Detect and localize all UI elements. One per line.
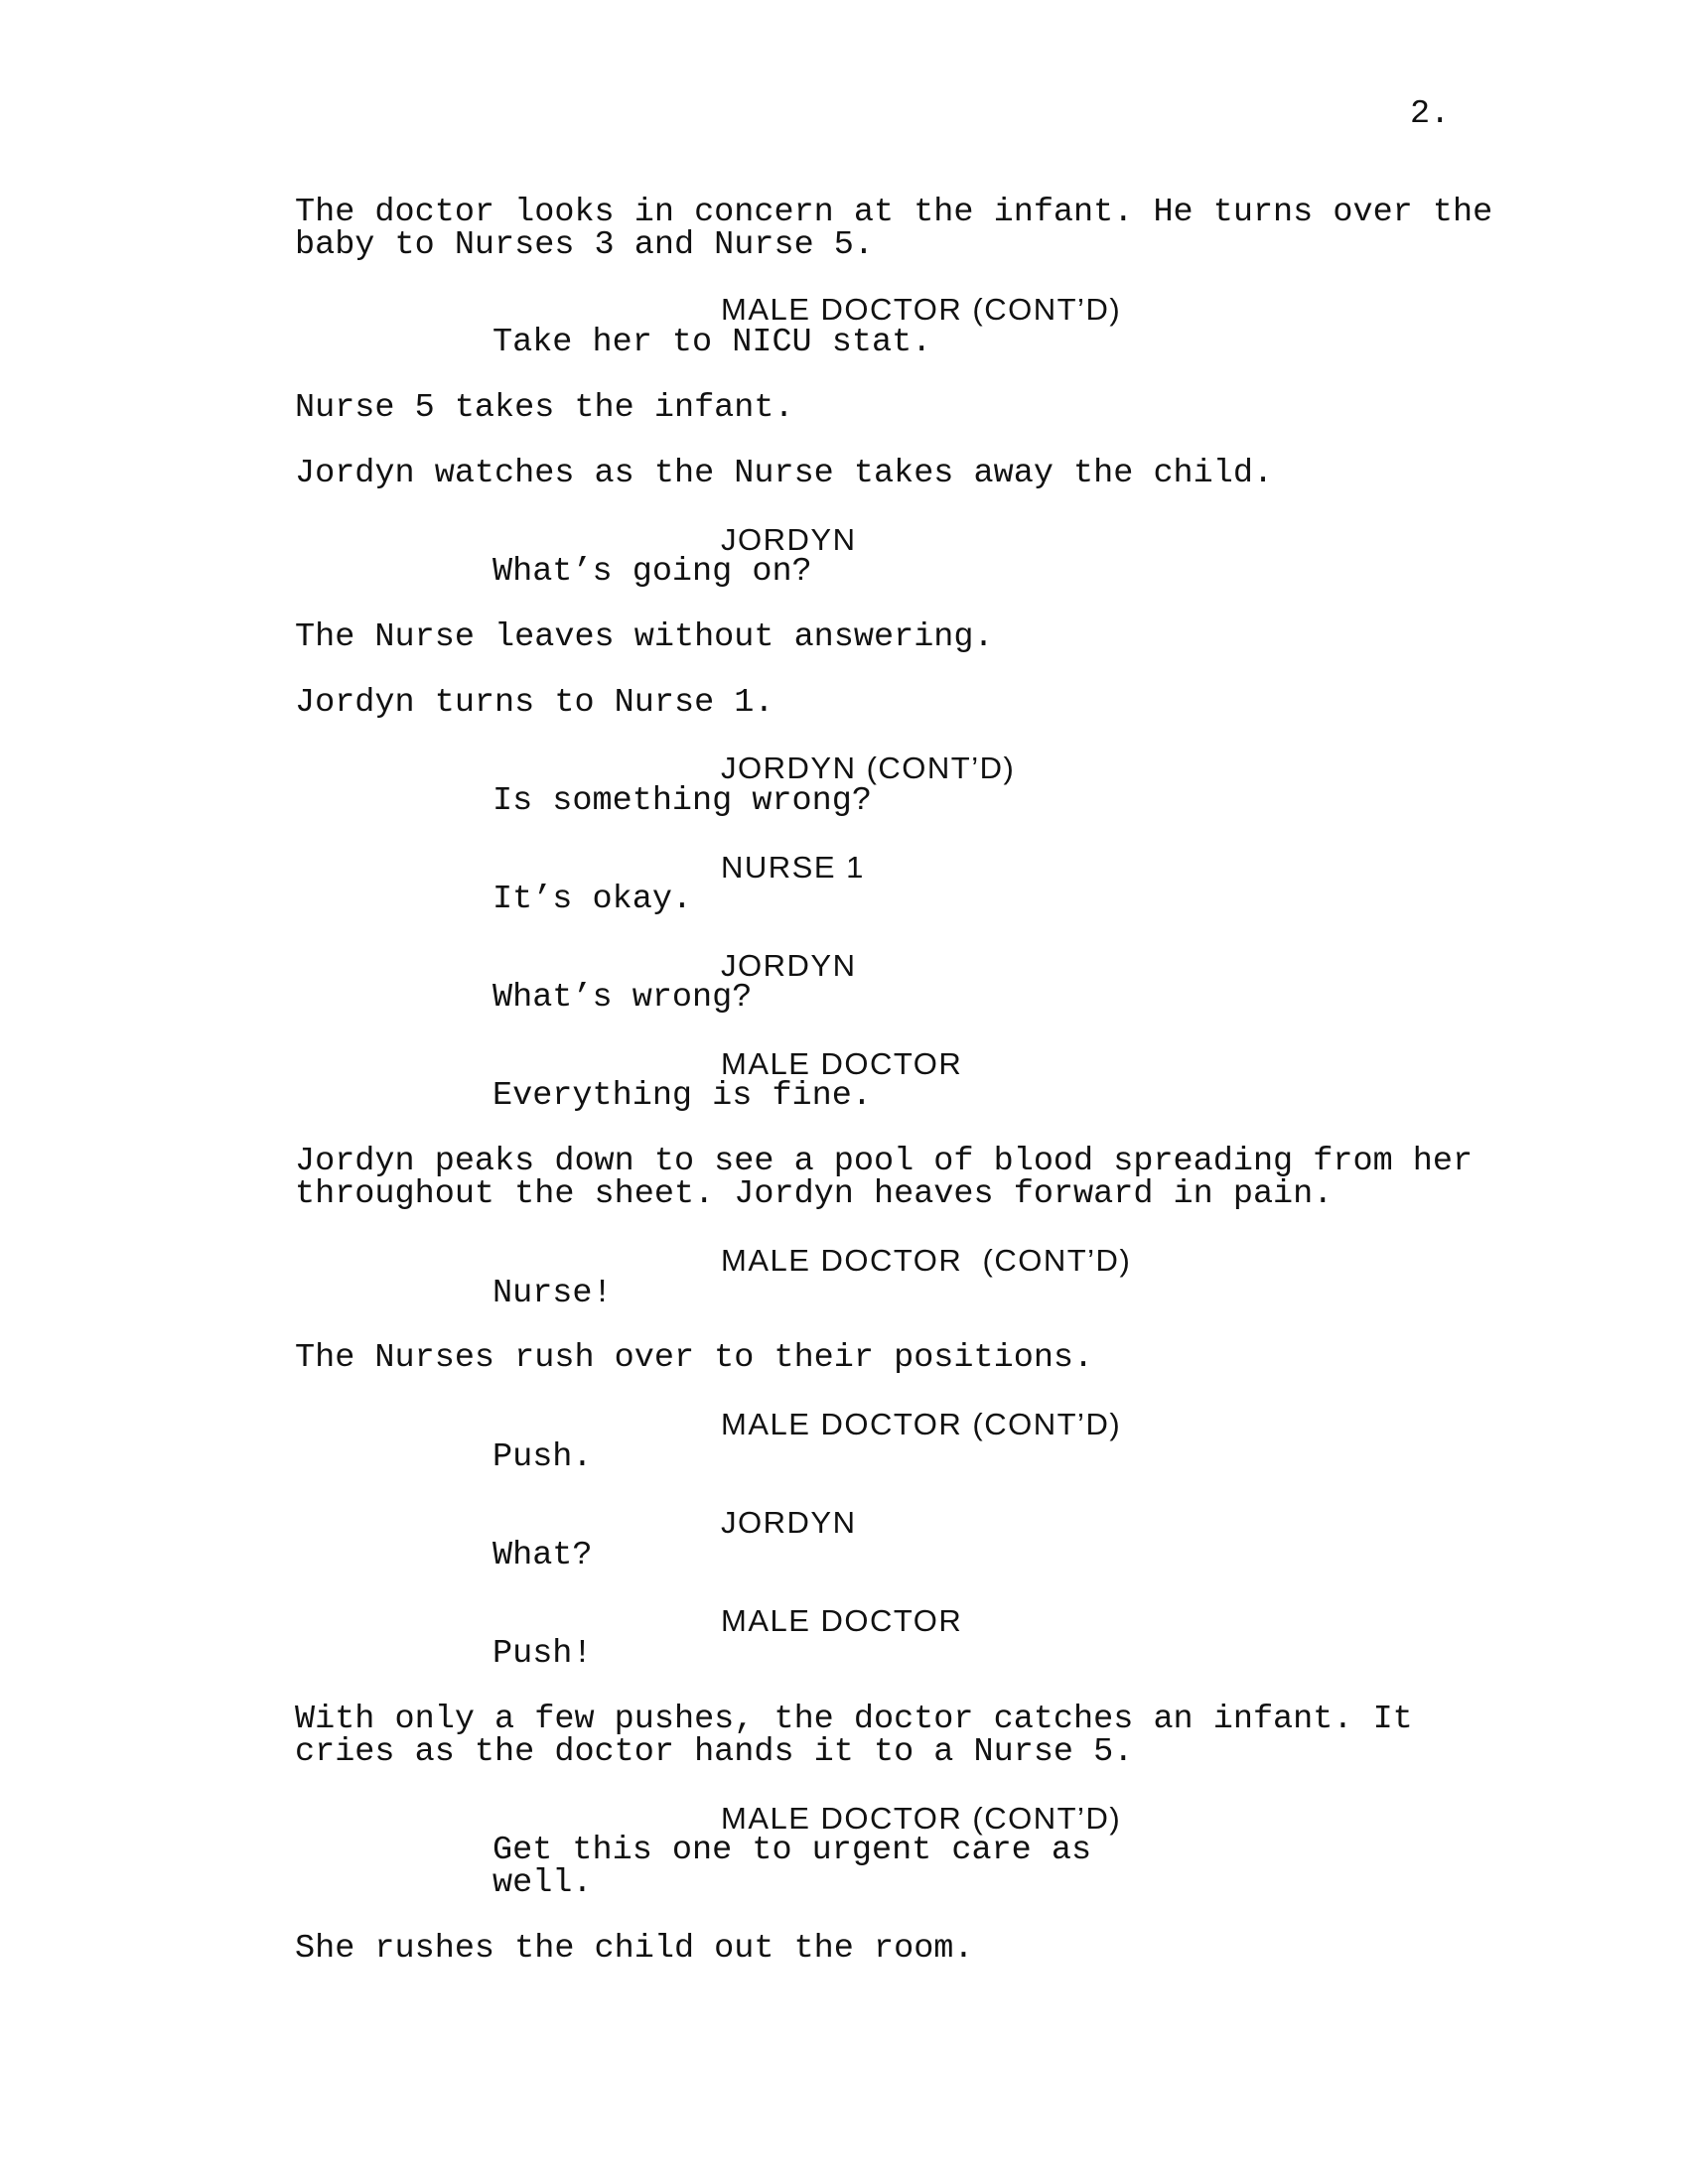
character-cue: JORDYN: [721, 1505, 857, 1540]
character-cue: JORDYN (CONT’D): [721, 751, 1016, 785]
dialogue-line: Nurse!: [492, 1275, 613, 1312]
dialogue-line: What’s going on?: [492, 553, 812, 591]
dialogue-line: Take her to NICU stat.: [492, 324, 932, 361]
character-cue: MALE DOCTOR (CONT’D): [721, 292, 1122, 327]
action-line: Jordyn peaks down to see a pool of blood spreading from her throughout the sheet. Jordyn heaves forward in pain.: [295, 1143, 1474, 1213]
dialogue-line: It’s okay.: [492, 881, 693, 918]
action-line: Nurse 5 takes the infant.: [295, 389, 794, 427]
character-cue: JORDYN: [721, 948, 857, 983]
action-line: The Nurse leaves without answering.: [295, 618, 994, 656]
dialogue-line: Push.: [492, 1438, 593, 1476]
dialogue-line: Push!: [492, 1635, 593, 1673]
character-cue: MALE DOCTOR (CONT’D): [721, 1243, 1132, 1278]
action-line: She rushes the child out the room.: [295, 1930, 974, 1968]
character-cue: NURSE 1: [721, 850, 865, 885]
character-cue: MALE DOCTOR (CONT’D): [721, 1801, 1122, 1836]
action-line: The doctor looks in concern at the infant. He turns over the baby to Nurses 3 and Nurse 5.: [295, 194, 1493, 264]
dialogue-line: What?: [492, 1537, 593, 1574]
character-cue: MALE DOCTOR: [721, 1046, 963, 1081]
dialogue-line: What’s wrong?: [492, 979, 753, 1017]
character-cue: MALE DOCTOR: [721, 1603, 963, 1638]
action-line: Jordyn watches as the Nurse takes away the child.: [295, 455, 1274, 492]
action-line: The Nurses rush over to their positions.: [295, 1339, 1094, 1377]
page-number: 2.: [1410, 95, 1451, 133]
action-line: With only a few pushes, the doctor catches an infant. It cries as the doctor hands it to a Nurse 5.: [295, 1701, 1413, 1771]
dialogue-line: Is something wrong?: [492, 782, 872, 820]
character-cue: JORDYN: [721, 522, 857, 557]
dialogue-line: Get this one to urgent care as well.: [492, 1832, 1092, 1902]
action-line: Jordyn turns to Nurse 1.: [295, 684, 774, 722]
character-cue: MALE DOCTOR (CONT’D): [721, 1407, 1122, 1441]
dialogue-line: Everything is fine.: [492, 1077, 872, 1115]
